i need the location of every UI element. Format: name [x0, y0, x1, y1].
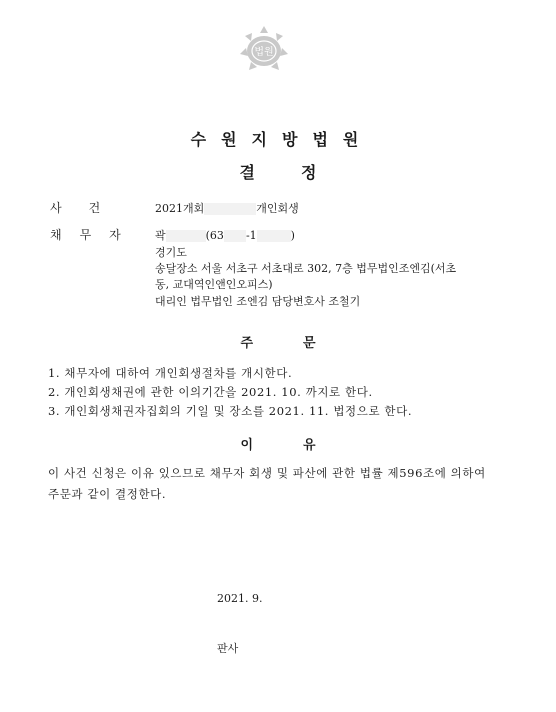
debtor-id-close: ) [290, 229, 295, 242]
debtor-name: 곽 [155, 229, 166, 242]
order-heading: 주문 [240, 336, 366, 351]
order-item-1: 1. 채무자에 대하여 개인회생절차를 개시한다. [48, 366, 293, 380]
document-type: 결정 [239, 163, 363, 182]
redaction-block [257, 230, 291, 242]
case-number-row [155, 200, 299, 216]
court-emblem-icon [237, 24, 291, 74]
debtor-id-open: (63 [205, 229, 224, 242]
reason-line-1: 이 사건 신청은 이유 있으므로 채무자 회생 및 파산에 관한 법률 제596조에 의하여 [48, 466, 486, 480]
service-address-line2: 동, 교대역인앤인오피스) [155, 278, 273, 291]
case-label: 사건 [50, 201, 128, 215]
debtor-label: 채무자 [50, 228, 139, 242]
case-number: 2021개회 [155, 202, 205, 215]
reason-heading: 이유 [240, 438, 366, 453]
redaction-block [204, 203, 256, 215]
debtor-name-row [155, 227, 295, 243]
representative: 대리인 법무법인 조엔김 담당변호사 조철기 [155, 295, 361, 308]
service-address-line1: 송달장소 서울 서초구 서초대로 302, 7층 법무법인조엔김(서초 [155, 262, 457, 275]
redaction-block [224, 230, 246, 242]
emblem-text: 법원 [254, 47, 274, 58]
debtor-id-mid: -1 [245, 229, 257, 242]
order-item-2: 2. 개인회생채권에 관한 이의기간을 2021. 10. 까지로 한다. [48, 385, 373, 399]
reason-line-2: 주문과 같이 결정한다. [48, 487, 167, 501]
debtor-address: 경기도 [155, 246, 187, 259]
decision-date: 2021. 9. [217, 592, 263, 605]
court-name: 수원지방법원 [190, 130, 374, 149]
judge-label: 판사 [217, 642, 239, 655]
case-name: 개인회생 [256, 202, 299, 215]
redaction-block [166, 230, 206, 242]
order-item-3: 3. 개인회생채권자집회의 기일 및 장소를 2021. 11. 법정으로 한다. [48, 404, 413, 418]
